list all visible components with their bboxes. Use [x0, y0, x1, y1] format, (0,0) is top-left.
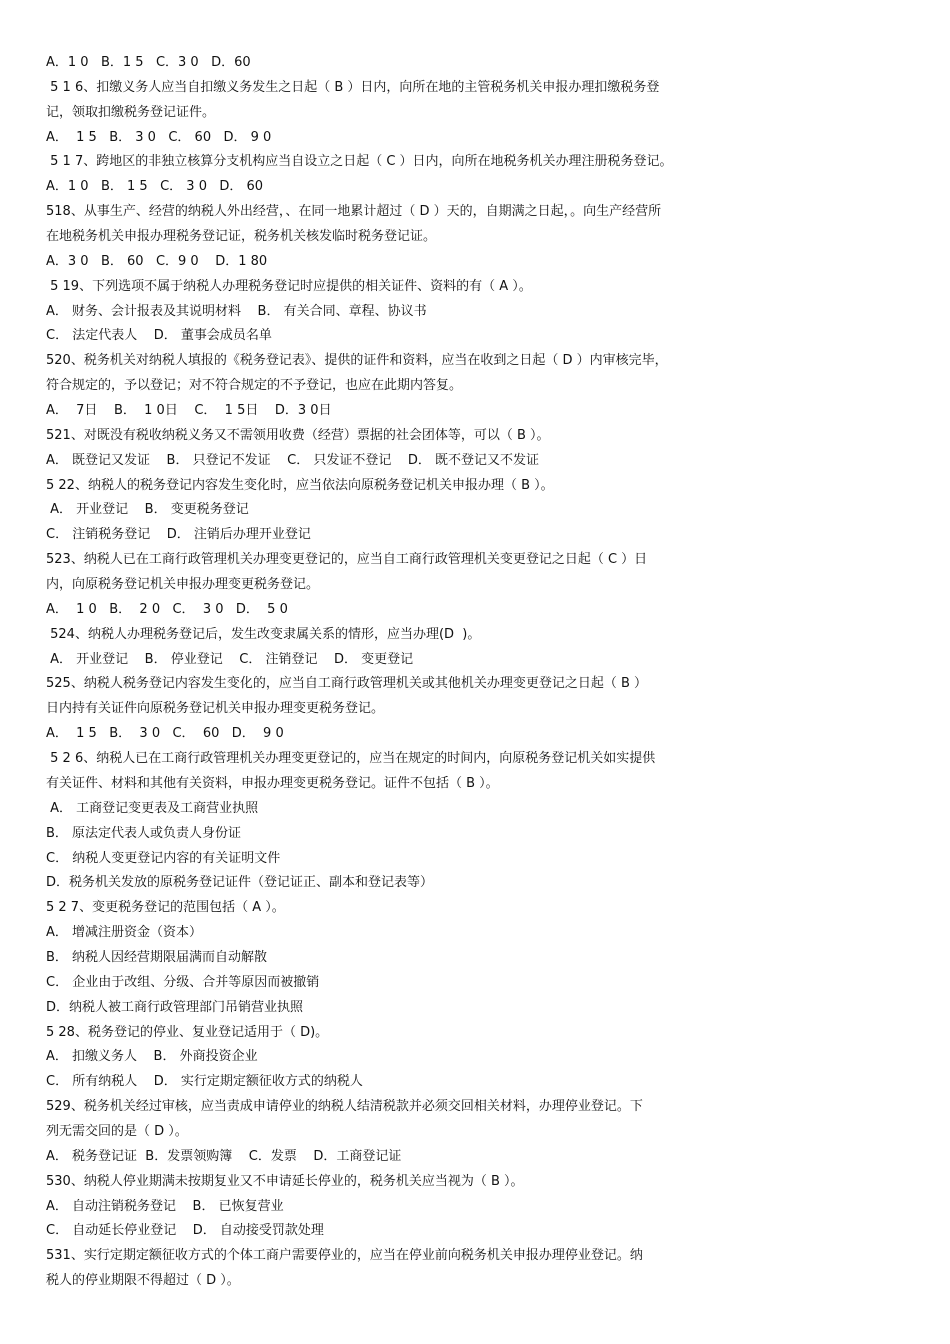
text-line: 523、纳税人已在工商行政管理机关办理变更登记的，应当自工商行政管理机关变更登记之日起（ C ）日 [46, 552, 648, 568]
text-line: 525、纳税人税务登记内容发生变化的，应当自工商行政管理机关或其他机关办理变更登记之日起（ B ） [46, 676, 647, 692]
text-line: C． 纳税人变更登记内容的有关证明文件 [46, 850, 281, 866]
text-line: 记，领取扣缴税务登记证件。 [46, 104, 216, 120]
text-line: A． 工商登记变更表及工商营业执照 [46, 800, 259, 816]
text-line: A． 既登记又发证 B． 只登记不发证 C． 只发证不登记 D． 既不登记又不发证 [46, 452, 540, 468]
text-line: B． 纳税人因经营期限届满而自动解散 [46, 949, 268, 965]
text-line: C． 注销税务登记 D． 注销后办理开业登记 [46, 527, 311, 543]
text-line: 521、对既没有税收纳税义务又不需领用收费（经营）票据的社会团体等，可以（ B ）。 [46, 427, 550, 443]
text-line: A． 扣缴义务人 B． 外商投资企业 [46, 1049, 258, 1065]
text-line: A． 自动注销税务登记 B． 已恢复营业 [46, 1198, 284, 1214]
question-text-block [46, 51, 736, 1294]
text-line: 日内持有关证件向原税务登记机关申报办理变更税务登记。 [46, 701, 385, 717]
text-line: C． 法定代表人 D． 董事会成员名单 [46, 328, 272, 344]
text-line: B． 原法定代表人或负责人身份证 [46, 825, 242, 841]
text-line: C． 企业由于改组、分级、合并等原因而被撤销 [46, 974, 320, 990]
text-line: 518、从事生产、经营的纳税人外出经营，、在同一地累计超过（ D ）天的，自期满之日起，。向生产经营所 [46, 204, 662, 220]
text-line: 税人的停业期限不得超过（ D ）。 [46, 1273, 240, 1289]
text-line: A． 1 5 B． 3 0 C． 60 D． 9 0 [46, 726, 284, 742]
text-line: A．1 0 B．1 5 C．3 0 D．60 [46, 55, 251, 70]
text-line: 529、税务机关经过审核，应当责成申请停业的纳税人结清税款并必须交回相关材料，办理停业登记。下 [46, 1099, 643, 1115]
text-line: A． 1 0 B． 2 0 C． 3 0 D． 5 0 [46, 601, 288, 617]
text-line: C． 自动延长停业登记 D． 自动接受罚款处理 [46, 1223, 324, 1239]
text-line: A．3 0 B． 60 C．9 0 D．1 80 [46, 253, 268, 269]
text-line: 内，向原税务登记机关申报办理变更税务登记。 [46, 577, 320, 593]
text-line: C． 所有纳税人 D． 实行定期定额征收方式的纳税人 [46, 1074, 363, 1090]
text-line: 5 19、下列选项不属于纳税人办理税务登记时应提供的相关证件、资料的有（ A ）。 [46, 278, 532, 294]
text-line: A． 税务登记证 B．发票领购簿 C．发票 D．工商登记证 [46, 1148, 402, 1164]
text-line: A． 1 5 B． 3 0 C． 60 D． 9 0 [46, 129, 272, 145]
text-line: D．纳税人被工商行政管理部门吊销营业执照 [46, 999, 304, 1015]
text-line: A． 增减注册资金（资本） [46, 925, 203, 941]
text-line: D．税务机关发放的原税务登记证件（登记证正、副本和登记表等） [46, 875, 434, 891]
text-line: A．1 0 B． 1 5 C． 3 0 D． 60 [46, 179, 264, 195]
text-line: 5 22、纳税人的税务登记内容发生变化时，应当依法向原税务登记机关申报办理（ B ）。 [46, 477, 554, 493]
text-line: 5 2 6、纳税人已在工商行政管理机关办理变更登记的，应当在规定的时间内，向原税务登记机关如实提供 [46, 751, 656, 767]
text-line: 符合规定的，予以登记；对不符合规定的不予登记，也应在此期内答复。 [46, 378, 463, 394]
text-line: 5 28、税务登记的停业、复业登记适用于（ D)。 [46, 1024, 329, 1040]
text-line: 5 1 6、扣缴义务人应当自扣缴义务发生之日起（ B ）日内，向所在地的主管税务机关申报办理扣缴税务登 [46, 79, 660, 95]
text-line: 有关证件、材料和其他有关资料，申报办理变更税务登记。证件不包括（ B ）。 [46, 775, 499, 791]
text-line: 在地税务机关申报办理税务登记证，税务机关核发临时税务登记证。 [46, 229, 437, 245]
text-line: 5 2 7、变更税务登记的范围包括（ A ）。 [46, 900, 285, 916]
text-line: A． 开业登记 B． 停业登记 C． 注销登记 D． 变更登记 [46, 651, 414, 667]
text-line: 524、纳税人办理税务登记后，发生改变隶属关系的情形，应当办理(D )。 [46, 626, 481, 642]
text-line: 530、纳税人停业期满未按期复业又不申请延长停业的，税务机关应当视为（ B ）。 [46, 1173, 524, 1189]
text-line: 531、实行定期定额征收方式的个体工商户需要停业的，应当在停业前向税务机关申报办理停业登记。纳 [46, 1248, 643, 1264]
text-line: 5 1 7、跨地区的非独立核算分支机构应当自设立之日起（ C ）日内，向所在地税务机关办理注册税务登记。 [46, 154, 673, 170]
text-line: A． 财务、会计报表及其说明材料 B． 有关合同、章程、协议书 [46, 303, 427, 319]
text-line: 列无需交回的是（ D ）。 [46, 1123, 188, 1139]
text-line: A． 开业登记 B． 变更税务登记 [46, 502, 249, 518]
text-line: 520、税务机关对纳税人填报的《税务登记表》、提供的证件和资料，应当在收到之日起（ D ）内审核完毕， [46, 353, 668, 369]
text-line: A． 7日 B． 1 0日 C． 1 5日 D．3 0日 [46, 403, 332, 419]
